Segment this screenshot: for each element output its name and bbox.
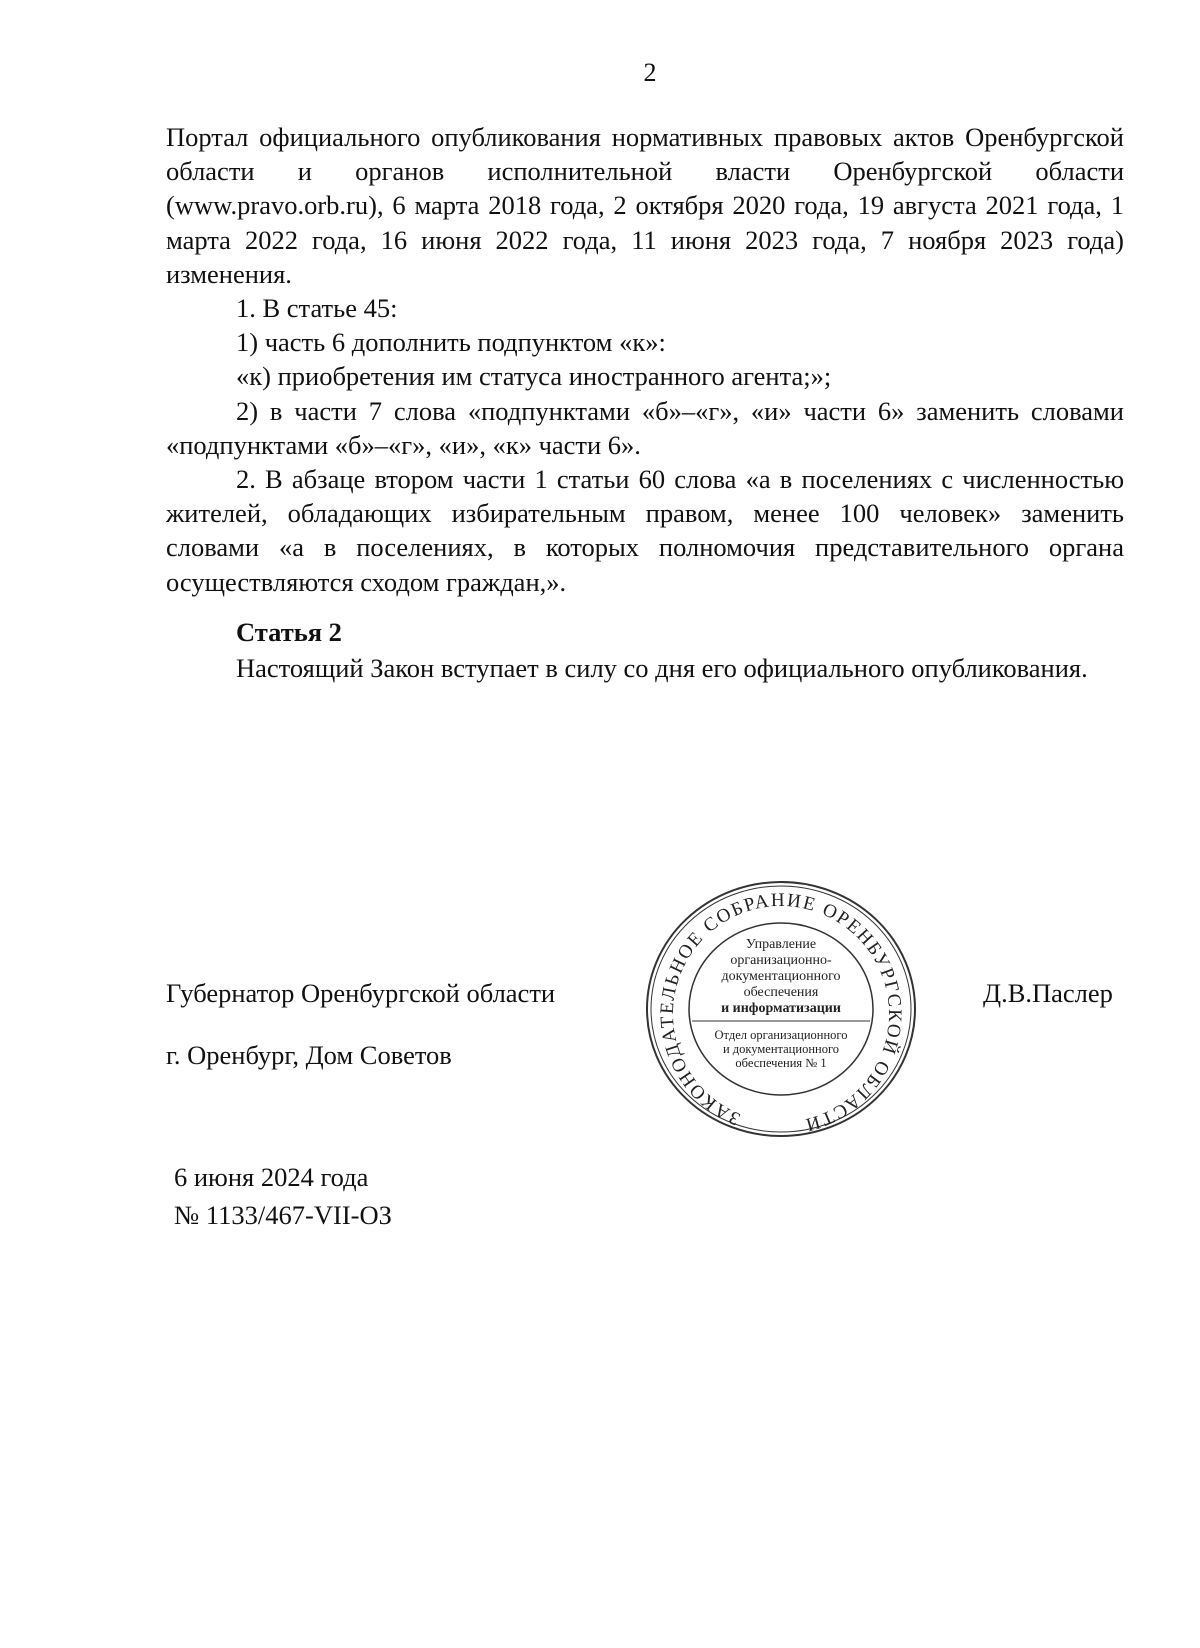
seal-line: обеспечения № 1 — [735, 1056, 827, 1070]
page-number: 2 — [643, 58, 657, 87]
official-seal — [642, 878, 920, 1140]
document-date: 6 июня 2024 года — [174, 1162, 369, 1192]
seal-line: и информатизации — [721, 1001, 841, 1016]
paragraph-item1: 1) часть 6 дополнить подпунктом «к»: — [236, 327, 666, 358]
paragraph-item-k: «к) приобретения им статуса иностранного агента;»; — [236, 361, 832, 392]
article-2-title: Статья 2 — [236, 617, 342, 647]
seal-line: обеспечения — [743, 985, 819, 1000]
seal-line: Отдел организационного — [714, 1028, 848, 1042]
seal-line: и документационного — [722, 1042, 840, 1056]
seal-outer-text: ЗАКОНОДАТЕЛЬНОЕ СОБРАНИЕ ОРЕНБУРГСКОЙ ОБЛАСТИ — [656, 889, 906, 1136]
law-body — [166, 120, 1124, 599]
seal-line: Управление — [745, 937, 817, 952]
seal-line: документационного — [721, 969, 841, 984]
paragraph-article45: 1. В статье 45: — [236, 293, 398, 324]
signature-position: Губернатор Оренбургской области — [166, 978, 556, 1008]
paragraph-item2: 2) в части 7 слова «подпунктами «б»–«г», «и» части 6» заменить словами «подпунктами «б»–«г», «и», «к» части 6». — [166, 395, 1124, 460]
article-2-text: Настоящий Закон вступает в силу со дня его официального опубликования. — [236, 653, 1088, 683]
seal-line: организационно- — [730, 953, 832, 968]
signature-name: Д.В.Паслер — [983, 978, 1113, 1008]
document-number: № 1133/467-VII-ОЗ — [174, 1200, 392, 1230]
paragraph-article60: 2. В абзаце втором части 1 статьи 60 слова «а в поселениях с численностью жителей, обладающих избирательным правом, менее 100 человек» заменить словами «а в поселениях, в которых полномочия представительного органа осуществляются сходом граждан,». — [166, 464, 1124, 597]
paragraph-intro: Портал официального опубликования нормативных правовых актов Оренбургской области и органов исполнительной власти Оренбургской области (www.pravo.orb.ru), 6 марта 2018 года, 2 октября 2020 года, 19 августа 2021 года, 1 марта 2022 года, 16 июня 2022 года, 11 июня 2023 года, 7 ноября 2023 года) изменения. — [166, 122, 1124, 289]
signature-place: г. Оренбург, Дом Советов — [166, 1040, 452, 1070]
